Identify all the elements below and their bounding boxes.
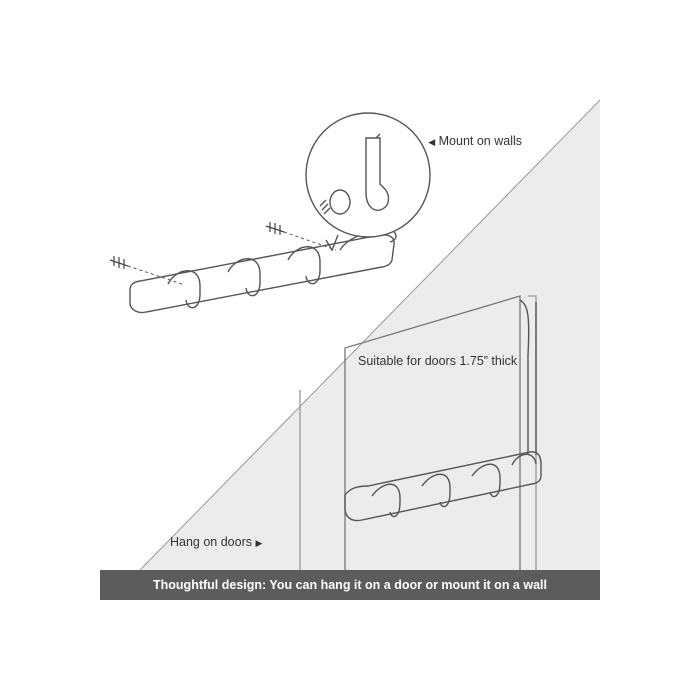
wall-hook-rack xyxy=(130,230,396,313)
caption-text: Thoughtful design: You can hang it on a door or mount it on a wall xyxy=(153,578,547,592)
mount-on-walls-text: Mount on walls xyxy=(438,134,522,148)
hang-on-doors-label xyxy=(170,535,262,549)
mount-on-walls-label xyxy=(428,134,522,148)
illustration-art xyxy=(100,100,600,600)
hang-on-doors-text: Hang on doors xyxy=(170,535,253,549)
product-illustration-panel xyxy=(100,100,600,600)
right-pointer-icon: ▶ xyxy=(255,538,263,548)
zoom-callout xyxy=(306,113,430,250)
door-thickness-label: Suitable for doors 1.75” thick xyxy=(358,354,518,368)
alignment-lines xyxy=(128,232,336,284)
left-pointer-icon: ◀ xyxy=(428,137,436,147)
caption-bar xyxy=(100,570,600,600)
screws xyxy=(110,222,284,269)
